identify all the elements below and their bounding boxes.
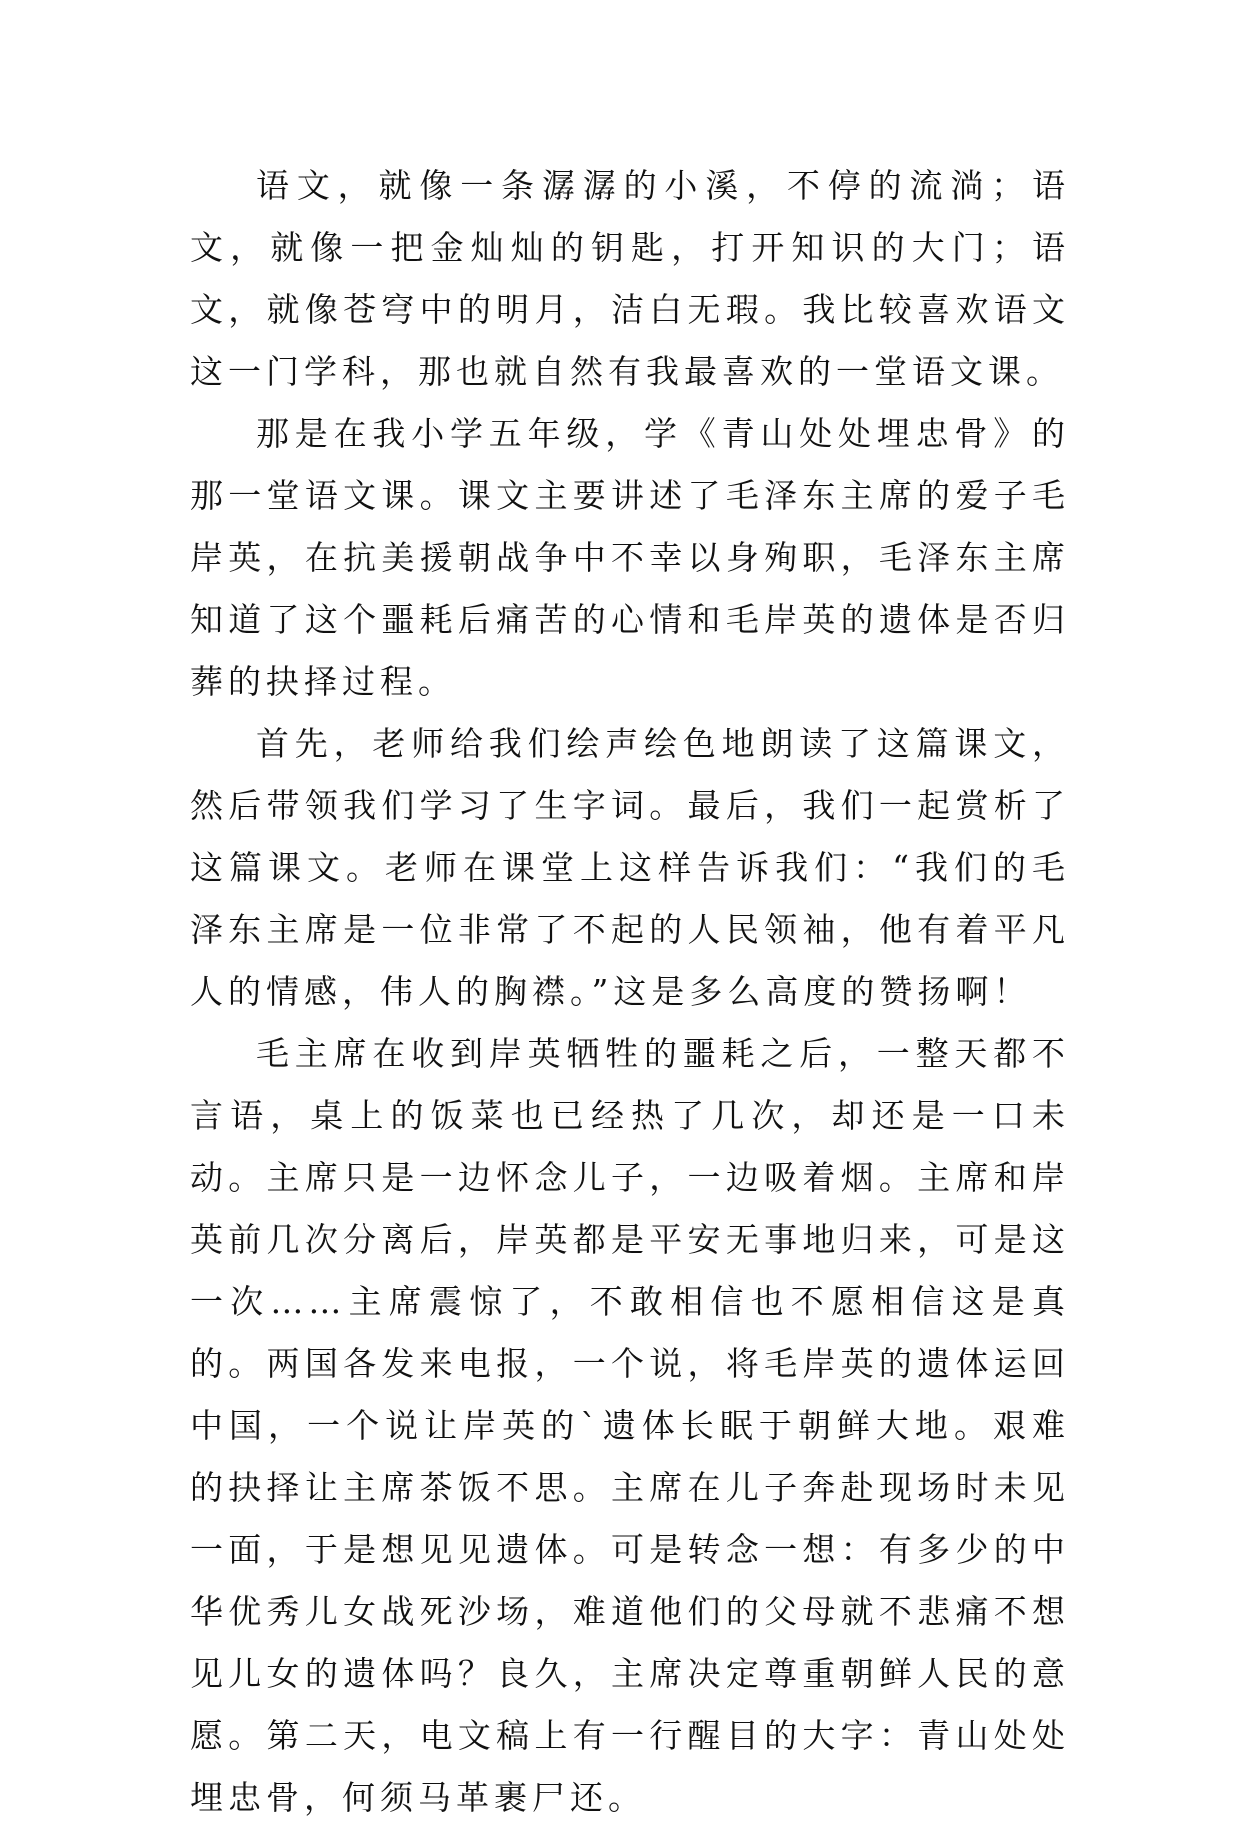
paragraph-chairman: 毛主席在收到岸英牺牲的噩耗之后，一整天都不言语，桌上的饭菜也已经热了几次，却还是一口未动。主席只是一边怀念儿子，一边吸着烟。主席和岸英前几次分离后，岸英都是平安无事地归来，可是这一次……主席震惊了，不敢相信也不愿相信这是真的。两国各发来电报，一个说，将毛岸英的遗体运回中国，一个说让岸英的`遗体长眠于朝鲜大地。艰难的抉择让主席茶饭不思。主席在儿子奔赴现场时未见一面，于是想见见遗体。可是转念一想：有多少的中华优秀儿女战死沙场，难道他们的父母就不悲痛不想见儿女的遗体吗？良久，主席决定尊重朝鲜人民的意愿。第二天，电文稿上有一行醒目的大字：青山处处埋忠骨，何须马革裹尸还。 <box>190 1034 1070 1817</box>
document-page <box>190 155 1070 1829</box>
paragraph-intro: 语文，就像一条潺潺的小溪，不停的流淌；语文，就像一把金灿灿的钥匙，打开知识的大门；语文，就像苍穹中的明月，洁白无瑕。我比较喜欢语文这一门学科，那也就自然有我最喜欢的一堂语文课。 <box>190 166 1070 391</box>
paragraph-lesson-summary: 那是在我小学五年级，学《青山处处埋忠骨》的那一堂语文课。课文主要讲述了毛泽东主席的爱子毛岸英，在抗美援朝战争中不幸以身殉职，毛泽东主席知道了这个噩耗后痛苦的心情和毛岸英的遗体是否归葬的抉择过程。 <box>190 414 1070 701</box>
paragraph-teacher: 首先，老师给我们绘声绘色地朗读了这篇课文，然后带领我们学习了生字词。最后，我们一起赏析了这篇课文。老师在课堂上这样告诉我们：“我们的毛泽东主席是一位非常了不起的人民领袖，他有着平凡人的情感，伟人的胸襟。”这是多么高度的赞扬啊！ <box>190 724 1070 1011</box>
